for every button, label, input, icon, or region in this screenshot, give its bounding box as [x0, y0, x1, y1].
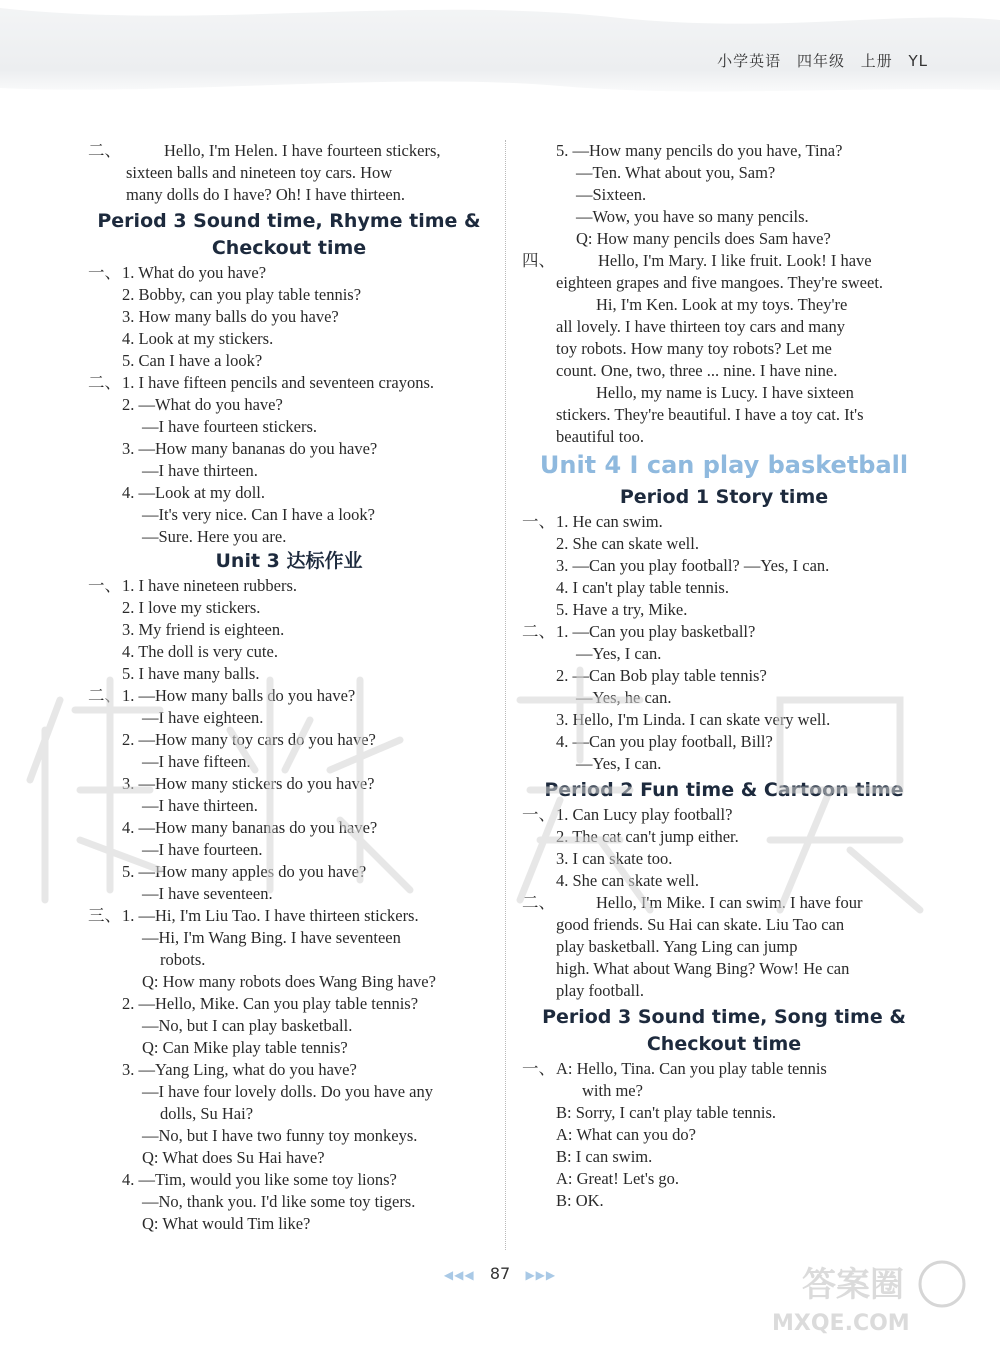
section-marker: 一、	[522, 805, 555, 824]
section-marker: 三、	[88, 906, 121, 925]
answer-text: 2. —How many toy cars do you have?	[122, 730, 376, 749]
answer-text: 1. I have nineteen rubbers.	[122, 576, 298, 595]
answer-line	[88, 482, 490, 504]
answer-line	[88, 162, 490, 184]
answer-line	[88, 306, 490, 328]
answer-line	[88, 284, 490, 306]
answer-text: Q: How many robots does Wang Bing have?	[142, 972, 436, 991]
answer-text: A: Great! Let's go.	[556, 1169, 680, 1188]
section-marker: 二、	[88, 686, 121, 705]
answer-text: —Ten. What about you, Sam?	[576, 163, 776, 182]
section-heading: Period 2 Fun time & Cartoon time	[544, 779, 904, 801]
answer-text: —I have fifteen.	[142, 752, 251, 771]
answer-text: 3. Hello, I'm Linda. I can skate very well.	[556, 710, 831, 729]
answer-line	[522, 1124, 926, 1146]
answer-text: A: Hello, Tina. Can you play table tennis	[556, 1059, 827, 1078]
answer-line	[522, 250, 926, 272]
answer-text: 3. —How many stickers do you have?	[122, 774, 375, 793]
answer-text: 1. He can swim.	[556, 512, 663, 531]
answer-line	[88, 993, 490, 1015]
watermark-logo	[732, 1256, 982, 1336]
answer-text: —Yes, I can.	[576, 644, 662, 663]
answer-text: —I have seventeen.	[142, 884, 273, 903]
answer-line	[522, 162, 926, 184]
answer-text: Hello, I'm Mike. I can swim. I have four	[596, 893, 863, 912]
answer-line	[88, 460, 490, 482]
answer-text: all lovely. I have thirteen toy cars and many	[556, 317, 845, 336]
answer-text: good friends. Su Hai can skate. Liu Tao can	[556, 915, 845, 934]
answer-line	[522, 1168, 926, 1190]
answer-line	[88, 1103, 490, 1125]
answer-line	[88, 1213, 490, 1235]
answer-text: —Sure. Here you are.	[142, 527, 287, 546]
answer-line	[522, 316, 926, 338]
answer-text: 4. —Can you play football, Bill?	[556, 732, 773, 751]
answer-text: robots.	[160, 950, 206, 969]
answer-text: —I have fourteen stickers.	[142, 417, 318, 436]
section-marker: 二、	[522, 622, 555, 641]
answer-text: 2. Bobby, can you play table tennis?	[122, 285, 362, 304]
answer-text: —I have fourteen.	[142, 840, 263, 859]
section-marker: 一、	[88, 263, 121, 282]
answer-line	[522, 228, 926, 250]
answer-text: 1. What do you have?	[122, 263, 267, 282]
answer-text: 5. —How many pencils do you have, Tina?	[556, 141, 843, 160]
answer-line	[522, 140, 926, 162]
answer-line	[88, 1059, 490, 1081]
answer-line	[522, 1102, 926, 1124]
answer-text: play football.	[556, 981, 644, 1000]
answer-line	[88, 1125, 490, 1147]
answer-text: 2. She can skate well.	[556, 534, 699, 553]
answer-line	[522, 360, 926, 382]
answer-line	[88, 328, 490, 350]
svg-text:MXQE.COM: MXQE.COM	[772, 1311, 910, 1336]
answer-text: 4. The doll is very cute.	[122, 642, 278, 661]
answer-line	[88, 575, 490, 597]
answer-line	[88, 1147, 490, 1169]
answer-text: 2. The cat can't jump either.	[556, 827, 739, 846]
answer-text: —Hi, I'm Wang Bing. I have seventeen	[142, 928, 401, 947]
answer-line	[88, 1037, 490, 1059]
answer-text: 5. Have a try, Mike.	[556, 600, 688, 619]
answer-line	[88, 394, 490, 416]
answer-line	[522, 599, 926, 621]
answer-text: 3. My friend is eighteen.	[122, 620, 285, 639]
answer-text: 4. —How many bananas do you have?	[122, 818, 378, 837]
answer-line	[522, 577, 926, 599]
answer-line	[522, 338, 926, 360]
answer-text: stickers. They're beautiful. I have a toy cat. It's	[556, 405, 864, 424]
answer-text: 5. I have many balls.	[122, 664, 260, 683]
answer-text: beautiful too.	[556, 427, 644, 446]
book-header: 小学英语 四年级 上册 YL	[717, 52, 928, 70]
answer-line	[88, 927, 490, 949]
answer-text: 3. —Can you play football? —Yes, I can.	[556, 556, 830, 575]
answer-text: —I have thirteen.	[142, 461, 258, 480]
answer-text: eighteen grapes and five mangoes. They're sweet.	[556, 273, 884, 292]
answer-line	[88, 949, 490, 971]
answer-line	[522, 272, 926, 294]
section-marker: 一、	[88, 576, 121, 595]
answer-line	[88, 971, 490, 993]
answer-line	[522, 1190, 926, 1212]
answer-line	[522, 382, 926, 404]
answer-text: 2. —What do you have?	[122, 395, 283, 414]
answer-text: —I have eighteen.	[142, 708, 264, 727]
section-heading: Checkout time	[646, 1033, 802, 1055]
section-marker: 四、	[522, 251, 555, 270]
section-marker: 一、	[522, 512, 555, 531]
answer-text: high. What about Wang Bing? Wow! He can	[556, 959, 850, 978]
answer-text: 1. I have fifteen pencils and seventeen crayons.	[122, 373, 434, 392]
answer-text: toy robots. How many toy robots? Let me	[556, 339, 832, 358]
answer-text: 5. Can I have a look?	[122, 351, 263, 370]
answer-text: 2. I love my stickers.	[122, 598, 261, 617]
answer-text: 5. —How many apples do you have?	[122, 862, 367, 881]
answer-text: Hello, I'm Helen. I have fourteen stickers,	[164, 141, 441, 160]
answer-line	[88, 262, 490, 284]
answer-text: —I have thirteen.	[142, 796, 258, 815]
answer-text: 4. She can skate well.	[556, 871, 699, 890]
answer-line	[522, 511, 926, 533]
section-heading: Period 1 Story time	[619, 486, 829, 508]
answer-text: 3. How many balls do you have?	[122, 307, 339, 326]
answer-line	[522, 1058, 926, 1080]
answer-text: 3. I can skate too.	[556, 849, 673, 868]
unit-heading: Unit 4 I can play basketball	[539, 451, 909, 479]
answer-text: Hello, my name is Lucy. I have sixteen	[596, 383, 854, 402]
section-heading: Period 3 Sound time, Rhyme time &	[97, 210, 481, 232]
answer-text: —No, thank you. I'd like some toy tigers.	[142, 1192, 416, 1211]
next-arrows-icon: ▶▶▶	[525, 1268, 557, 1282]
answer-text: Q: How many pencils does Sam have?	[576, 229, 831, 248]
prev-arrows-icon: ◀◀◀	[443, 1268, 475, 1282]
answer-line	[522, 184, 926, 206]
answer-text: sixteen balls and nineteen toy cars. How	[126, 163, 393, 182]
unit-assignment-heading: Unit 3 达标作业	[215, 550, 363, 572]
answer-line	[88, 438, 490, 460]
answer-line	[88, 416, 490, 438]
answer-line	[522, 958, 926, 980]
answer-text: 3. —How many bananas do you have?	[122, 439, 378, 458]
answer-text: Q: Can Mike play table tennis?	[142, 1038, 348, 1057]
section-heading: Checkout time	[211, 237, 367, 259]
svg-text:答案圈: 答案圈	[802, 1265, 904, 1305]
answer-line	[88, 372, 490, 394]
answer-text: Hi, I'm Ken. Look at my toys. They're	[596, 295, 848, 314]
section-heading: Period 3 Sound time, Song time &	[542, 1006, 906, 1028]
answer-line	[522, 980, 926, 1002]
answer-line	[88, 504, 490, 526]
answer-line	[88, 1081, 490, 1103]
answer-text: dolls, Su Hai?	[160, 1104, 254, 1123]
answer-text: —Yes, he can.	[576, 688, 672, 707]
answer-text: B: OK.	[556, 1191, 604, 1210]
answer-text: Hello, I'm Mary. I like fruit. Look! I have	[598, 251, 872, 270]
answer-text: 4. —Tim, would you like some toy lions?	[122, 1170, 397, 1189]
answer-line	[88, 184, 490, 206]
section-marker: 二、	[522, 893, 555, 912]
answer-line	[522, 426, 926, 448]
section-marker: 二、	[88, 373, 121, 392]
answer-line	[88, 1191, 490, 1213]
answer-line	[88, 350, 490, 372]
answer-text: —No, but I can play basketball.	[142, 1016, 353, 1035]
answer-text: —Yes, I can.	[576, 754, 662, 773]
answer-text: 2. —Can Bob play table tennis?	[556, 666, 767, 685]
answer-text: —It's very nice. Can I have a look?	[142, 505, 375, 524]
answer-line	[88, 140, 490, 162]
answer-text: 4. —Look at my doll.	[122, 483, 265, 502]
answer-line	[88, 1015, 490, 1037]
answer-text: 4. Look at my stickers.	[122, 329, 274, 348]
answer-line	[88, 526, 490, 548]
answer-line	[522, 555, 926, 577]
answer-line	[88, 597, 490, 619]
page-number: 87	[489, 1264, 511, 1283]
answer-line	[88, 619, 490, 641]
answer-line	[522, 206, 926, 228]
answer-line	[522, 936, 926, 958]
answer-text: count. One, two, three ... nine. I have nine.	[556, 361, 838, 380]
answer-line	[88, 1169, 490, 1191]
answer-text: 1. —Hi, I'm Liu Tao. I have thirteen stickers.	[122, 906, 419, 925]
section-marker: 一、	[522, 1059, 555, 1078]
answer-line	[522, 294, 926, 316]
answer-text: 2. —Hello, Mike. Can you play table tennis?	[122, 994, 419, 1013]
answer-line	[522, 1146, 926, 1168]
answer-line	[522, 404, 926, 426]
answer-text: B: Sorry, I can't play table tennis.	[556, 1103, 777, 1122]
answer-text: —Sixteen.	[576, 185, 647, 204]
answer-text: —No, but I have two funny toy monkeys.	[142, 1126, 418, 1145]
answer-text: Q: What does Su Hai have?	[142, 1148, 325, 1167]
faint-watermark-glyphs	[0, 640, 1000, 930]
answer-text: —Wow, you have so many pencils.	[576, 207, 809, 226]
header-band	[0, 0, 1000, 100]
answer-text: 3. —Yang Ling, what do you have?	[122, 1060, 357, 1079]
answer-text: with me?	[582, 1081, 643, 1100]
answer-text: 1. —How many balls do you have?	[122, 686, 356, 705]
answer-text: A: What can you do?	[556, 1125, 696, 1144]
answer-text: B: I can swim.	[556, 1147, 653, 1166]
answer-text: 1. Can Lucy play football?	[556, 805, 733, 824]
answer-line	[522, 1080, 926, 1102]
answer-text: 1. —Can you play basketball?	[556, 622, 756, 641]
answer-text: play basketball. Yang Ling can jump	[556, 937, 798, 956]
answer-text: many dolls do I have? Oh! I have thirteen.	[126, 185, 406, 204]
answer-text: 4. I can't play table tennis.	[556, 578, 729, 597]
answer-text: Q: What would Tim like?	[142, 1214, 311, 1233]
answer-text: —I have four lovely dolls. Do you have any	[142, 1082, 433, 1101]
answer-line	[522, 533, 926, 555]
section-marker: 二、	[88, 141, 121, 160]
